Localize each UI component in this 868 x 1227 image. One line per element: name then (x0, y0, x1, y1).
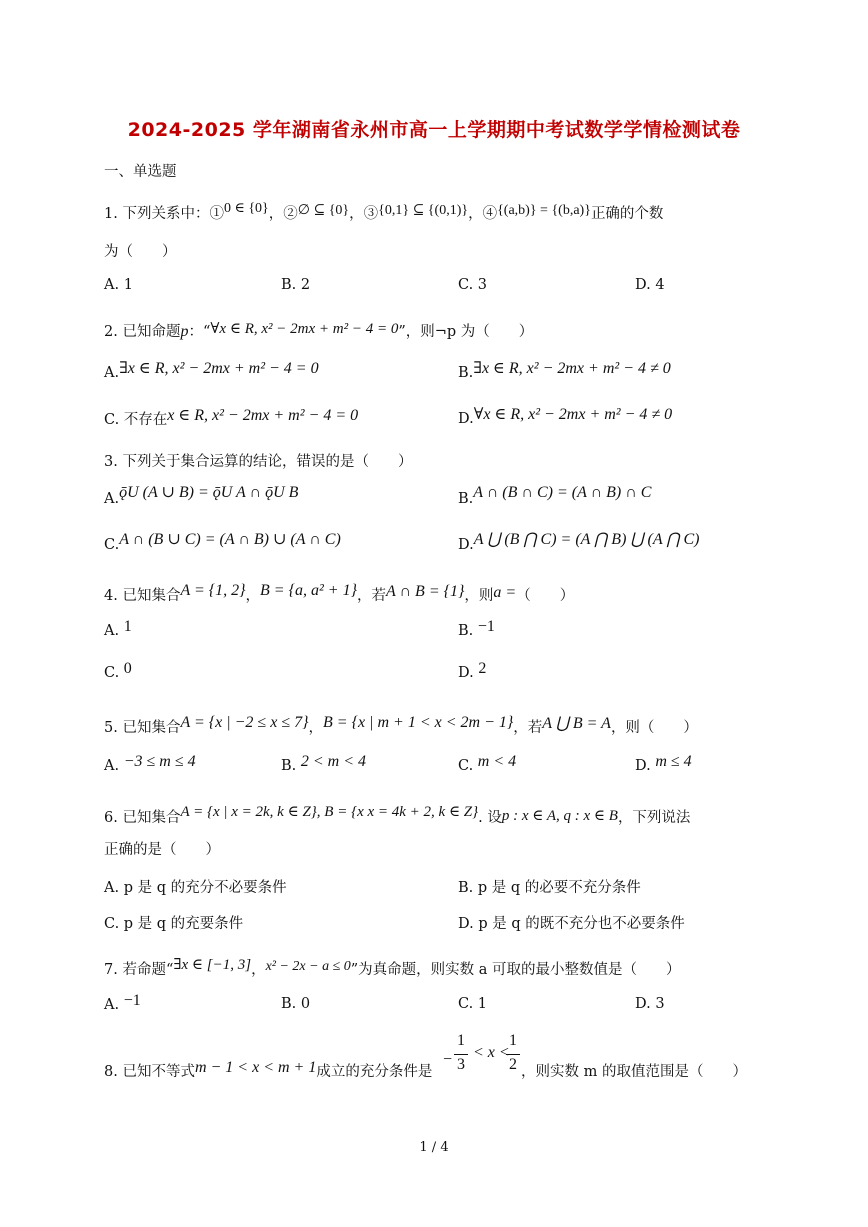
q1-suffix: 正确的个数 (590, 205, 664, 222)
q5-option-c-math: m < 4 (477, 753, 517, 770)
q5-prefix: 5. 已知集合 (104, 720, 181, 736)
q8-mid: 成立的充分条件是 (316, 1064, 433, 1080)
question-8 (104, 1060, 432, 1081)
q7-option-a (104, 992, 141, 1014)
q4-option-a-math: 1 (123, 618, 132, 635)
q1-sep-1: ，② (268, 205, 298, 222)
q5-option-d-label: D. (635, 758, 651, 774)
q7-option-a-label: A. (104, 997, 120, 1013)
q7-math-2: x² − 2x − a ≤ 0 (265, 959, 351, 974)
q4-mid-2: ，则 (464, 588, 494, 604)
q2-option-c-label: C. 不存在 (104, 412, 168, 428)
q7-option-d: D. 3 (635, 996, 665, 1012)
question-1-line-2: 为（ ） (104, 244, 177, 260)
q5-sep: ， (308, 720, 323, 736)
q8-frac2-den: 2 (509, 1056, 517, 1073)
q2-colon: ： (188, 324, 203, 340)
q1-math-4: {(a,b)} = {(b,a)} (497, 202, 591, 218)
q3-option-a-label: A. (104, 491, 120, 507)
q4-option-b-math: −1 (477, 618, 495, 635)
q4-set-b: B = {a, a² + 1} (260, 582, 357, 599)
q4-option-a-label: A. (104, 623, 120, 639)
q1-sep-3: ，④ (468, 205, 498, 222)
q2-option-c (104, 408, 358, 429)
q1-math-2: ∅ ⊆ {0} (297, 202, 350, 218)
q3-option-a-math: ǭU (A ∪ B) = ǭU A ∩ ǭU B (119, 484, 299, 501)
q3-option-d-label: D. (458, 537, 474, 553)
q6-option-b: B. p 是 q 的必要不充分条件 (458, 880, 641, 896)
q5-suffix: ，则（ ） (610, 720, 698, 736)
q5-option-a-label: A. (104, 758, 120, 774)
q3-option-d (458, 531, 700, 554)
q2-option-c-math: x ∈ R, x² − 2mx + m² − 4 = 0 (167, 407, 359, 424)
q4-suffix: （ ） (516, 588, 575, 604)
q3-option-b-label: B. (458, 491, 474, 507)
q5-option-c-label: C. (458, 758, 474, 774)
q3-option-b (458, 484, 652, 508)
q5-option-d-math: m ≤ 4 (655, 753, 692, 770)
page-number: 1 / 4 (419, 1140, 449, 1155)
q8-frac1-den: 3 (457, 1056, 465, 1073)
q8-suffix: ，则实数 m 的取值范围是（ ） (521, 1064, 747, 1080)
q8-frac1-num: 1 (457, 1032, 465, 1049)
q4-set-a: A = {1, 2} (180, 582, 246, 599)
q5-set-b: B = {x | m + 1 < x < 2m − 1} (323, 714, 514, 731)
q4-option-d (458, 660, 487, 682)
q8-frac2-num: 1 (509, 1032, 517, 1049)
q8-lt: < x < (473, 1044, 510, 1061)
q6-option-d: D. p 是 q 的既不充分也不必要条件 (458, 916, 685, 932)
q7-sep: ， (251, 962, 266, 978)
q1-option-b: B. 2 (281, 277, 311, 293)
q4-mid: ，若 (357, 588, 386, 604)
q1-option-c: C. 3 (458, 277, 488, 293)
q1-math-1: 0 ∈ {0} (223, 201, 269, 216)
q4-option-a (104, 618, 132, 640)
q4-sep: ， (245, 588, 261, 604)
q2-option-d-label: D. (458, 411, 474, 427)
q4-option-c-math: 0 (123, 660, 132, 677)
q2-option-b-math: ∃x ∈ R, x² − 2mx + m² − 4 ≠ 0 (473, 360, 671, 377)
q4-option-b (458, 618, 495, 640)
question-5 (104, 716, 698, 737)
q6-suffix: ，下列说法 (617, 810, 691, 826)
q1-option-d: D. 4 (635, 277, 665, 293)
q5-option-b-math: 2 < m < 4 (300, 753, 367, 770)
q4-option-d-label: D. (458, 665, 474, 681)
q2-statement: ∀x ∈ R, x² − 2mx + m² − 4 = 0 (210, 321, 399, 337)
q3-option-c (104, 531, 341, 554)
q3-option-d-math: A ⋃ (B ⋂ C) = (A ⋂ B) ⋃ (A ⋂ C) (473, 531, 700, 548)
q6-mid: . 设 (478, 810, 502, 826)
q5-option-b-label: B. (281, 758, 297, 774)
q4-option-c-label: C. (104, 665, 120, 681)
q3-option-c-label: C. (104, 537, 120, 553)
q7-option-c: C. 1 (458, 996, 488, 1012)
q4-condition: A ∩ B = {1} (386, 583, 465, 600)
q2-quote-close: ” (398, 324, 406, 340)
q6-option-a: A. p 是 q 的充分不必要条件 (104, 880, 287, 896)
q6-option-c: C. p 是 q 的充要条件 (104, 916, 244, 932)
q5-mid: ，若 (513, 720, 543, 736)
q5-option-a-math: −3 ≤ m ≤ 4 (123, 753, 196, 770)
q5-option-d (635, 753, 692, 775)
q6-sets: A = {x | x = 2k, k ∈ Z}, B = {x x = 4k + 2, k ∈ Z} (180, 804, 479, 820)
q1-math-3: {0,1} ⊆ {(0,1)} (378, 202, 469, 218)
q7-option-a-math: −1 (123, 992, 141, 1009)
q8-prefix: 8. 已知不等式 (104, 1064, 195, 1080)
q8-frac1-bar (454, 1054, 468, 1055)
q4-option-b-label: B. (458, 623, 474, 639)
q2-p: p (180, 323, 189, 340)
document-title: 2024-2025 学年湖南省永州市高一上学期期中考试数学学情检测试卷 (127, 119, 741, 141)
q8-frac2-bar (506, 1054, 520, 1055)
q5-option-c (458, 753, 517, 775)
q2-option-b-label: B. (458, 365, 474, 381)
question-6-line-2: 正确的是（ ） (104, 842, 220, 858)
q2-option-a-label: A. (104, 365, 120, 381)
q2-option-d-math: ∀x ∈ R, x² − 2mx + m² − 4 ≠ 0 (473, 406, 673, 423)
q6-prefix: 6. 已知集合 (104, 810, 181, 826)
question-2 (104, 320, 533, 341)
q2-suffix: ，则¬p 为（ ） (405, 324, 534, 340)
q6-pq: p : x ∈ A, q : x ∈ B (501, 808, 618, 824)
q5-set-a: A = {x | −2 ≤ x ≤ 7} (180, 714, 309, 731)
q8-frac-sign: − (443, 1051, 453, 1068)
q5-option-a (104, 753, 196, 775)
q5-option-b (281, 753, 367, 775)
question-3: 3. 下列关于集合运算的结论，错误的是（ ） (104, 454, 413, 470)
q1-option-a: A. 1 (104, 277, 133, 293)
q3-option-c-math: A ∩ (B ∪ C) = (A ∩ B) ∪ (A ∩ C) (119, 531, 341, 548)
q2-option-d (458, 408, 672, 428)
q2-prefix: 2. 已知命题 (104, 324, 181, 340)
q4-prefix: 4. 已知集合 (104, 588, 181, 604)
q7-suffix: ”为真命题，则实数 a 可取的最小整数值是（ ） (350, 962, 681, 978)
q8-inequality: m − 1 < x < m + 1 (194, 1059, 317, 1076)
q4-option-d-math: 2 (478, 660, 487, 677)
q7-prefix: 7. 若命题“ (104, 962, 174, 978)
question-4 (104, 584, 574, 605)
q4-option-c (104, 660, 132, 682)
question-7 (104, 958, 681, 979)
section-heading: 一、单选题 (104, 164, 177, 180)
q4-ask: a = (493, 584, 517, 601)
q7-option-b: B. 0 (281, 996, 311, 1012)
q2-option-a (104, 362, 319, 382)
q7-math-1: ∃x ∈ [−1, 3] (173, 957, 252, 973)
q1-sep-2: ，③ (349, 205, 379, 222)
question-6-line-1 (104, 806, 690, 827)
q3-option-a (104, 484, 299, 508)
q2-option-a-math: ∃x ∈ R, x² − 2mx + m² − 4 = 0 (119, 360, 319, 377)
q3-option-b-math: A ∩ (B ∩ C) = (A ∩ B) ∩ C (473, 484, 652, 501)
question-1-line-1 (104, 200, 663, 223)
q5-condition: A ⋃ B = A (542, 715, 611, 732)
q2-option-b (458, 362, 671, 382)
q1-prefix: 1. 下列关系中：① (104, 205, 224, 222)
q2-quote-open: “ (202, 324, 211, 340)
